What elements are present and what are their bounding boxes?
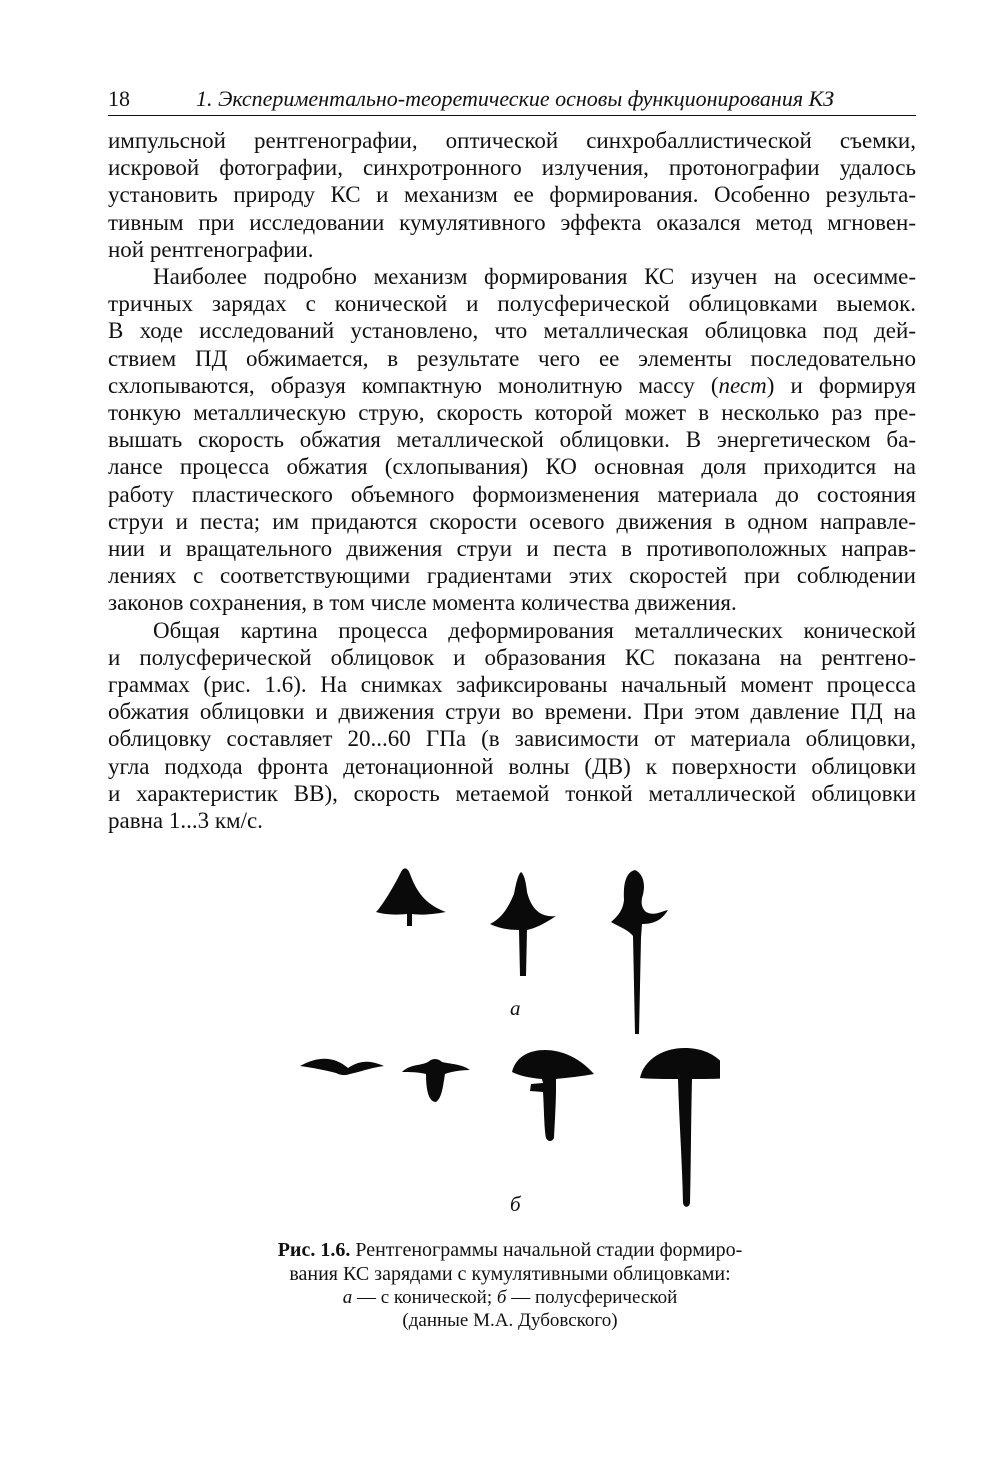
text-line: тонкую металлическую струю, скорость которой может в несколько раз пре- (108, 400, 916, 426)
cone-stage-3-icon (611, 870, 668, 1034)
text-line: лансе процесса обжатия (схлопывания) КО основная доля приходится на (108, 454, 916, 480)
header-rule (108, 115, 916, 116)
figure-1-6 (290, 858, 720, 1228)
page-number: 18 (108, 86, 130, 111)
text-line: искровой фотографии, синхротронного излучения, протонографии удалось (108, 155, 916, 181)
hemisphere-stage-4-icon (640, 1048, 720, 1207)
text-line: Общая картина процесса деформирования металлических конической (153, 617, 916, 643)
text-line: импульсной рентгенографии, оптической синхробаллистической съемки, (108, 128, 916, 153)
hemisphere-stage-2-icon (402, 1059, 470, 1102)
paragraph-2 (108, 263, 916, 617)
text-line: граммах (рис. 1.6). На снимках зафиксированы начальный момент процесса (108, 672, 916, 698)
caption-fig-number: Рис. 1.6. (277, 1239, 351, 1261)
text-line: ной рентгенографии. (108, 236, 314, 262)
text-line: и полусферической облицовок и образования КС показана на рентгено- (108, 644, 916, 670)
xray-figure (290, 858, 720, 1228)
hemisphere-stage-1-icon (300, 1059, 384, 1075)
body-text (108, 127, 916, 834)
text-line: и характеристик ВВ), скорость метаемой тонкой металлической облицовки (108, 780, 916, 806)
figure-label-a: а (510, 996, 521, 1020)
caption-legend-b: — полусферической (506, 1287, 678, 1308)
caption-letter-a: а (342, 1287, 353, 1308)
text-line: В ходе исследований установлено, что металлическая облицовка под дей- (108, 318, 916, 344)
text-fragment: ) и формируя (766, 372, 916, 398)
caption-title-line-2: вания КС зарядами с кумулятивными облицовками: (289, 1263, 731, 1285)
caption-text: Рентгенограммы начальной стадии формиро- (350, 1239, 743, 1261)
text-line: угла подхода фронта детонационной волны (ДВ) к поверхности облицовки (108, 753, 916, 779)
text-line: вышать скорость обжатия металлической облицовки. В энергетическом ба- (108, 427, 916, 453)
caption-legend (200, 1286, 820, 1309)
running-title: 1. Экспериментально-теоретические основы функционирования КЗ (196, 86, 835, 111)
text-line: тивным при исследовании кумулятивного эффекта оказался метод мгновен- (108, 209, 916, 235)
text-line: лениях с соответствующими градиентами этих скоростей при соблюдении (108, 563, 916, 589)
figure-caption (200, 1238, 820, 1332)
text-fragment: схлопываются, образуя компактную монолитную массу ( (108, 372, 719, 398)
paragraph-1 (108, 127, 916, 263)
hemisphere-stage-3-icon (512, 1050, 594, 1141)
text-line: тричных зарядах с конической и полусферической облицовками выемок. (108, 291, 916, 317)
text-line: законов сохранения, в том числе момента количества движения. (108, 590, 737, 616)
text-line: установить природу КС и механизм ее формирования. Особенно результа- (108, 182, 916, 208)
text-line: струи и песта; им придаются скорости осевого движения в одном направле- (108, 508, 916, 534)
caption-legend-a: — с конической; (352, 1287, 497, 1308)
text-line: облицовку составляет 20...60 ГПа (в зависимости от материала облицовки, (108, 726, 916, 752)
cone-stage-1-icon (376, 868, 446, 926)
text-line: Наиболее подробно механизм формирования КС изучен на осесимме- (153, 264, 916, 290)
term-pest: пест (718, 372, 767, 398)
text-line: равна 1...3 км/с. (108, 808, 263, 834)
caption-source: (данные М.А. Дубовского) (402, 1310, 618, 1331)
cone-stage-2-icon (490, 872, 556, 976)
text-line: обжатия облицовки и движения струи во времени. При этом давление ПД на (108, 699, 916, 725)
text-line: нии и вращательного движения струи и песта в противоположных направ- (108, 536, 916, 562)
paragraph-3 (108, 617, 916, 835)
caption-letter-b: б (496, 1287, 507, 1308)
figure-label-b: б (510, 1192, 521, 1216)
text-line (108, 372, 916, 399)
text-line: работу пластического объемного формоизменения материала до состояния (108, 481, 916, 507)
caption-title (200, 1238, 820, 1262)
text-line: ствием ПД обжимается, в результате чего ее элементы последовательно (108, 345, 916, 371)
